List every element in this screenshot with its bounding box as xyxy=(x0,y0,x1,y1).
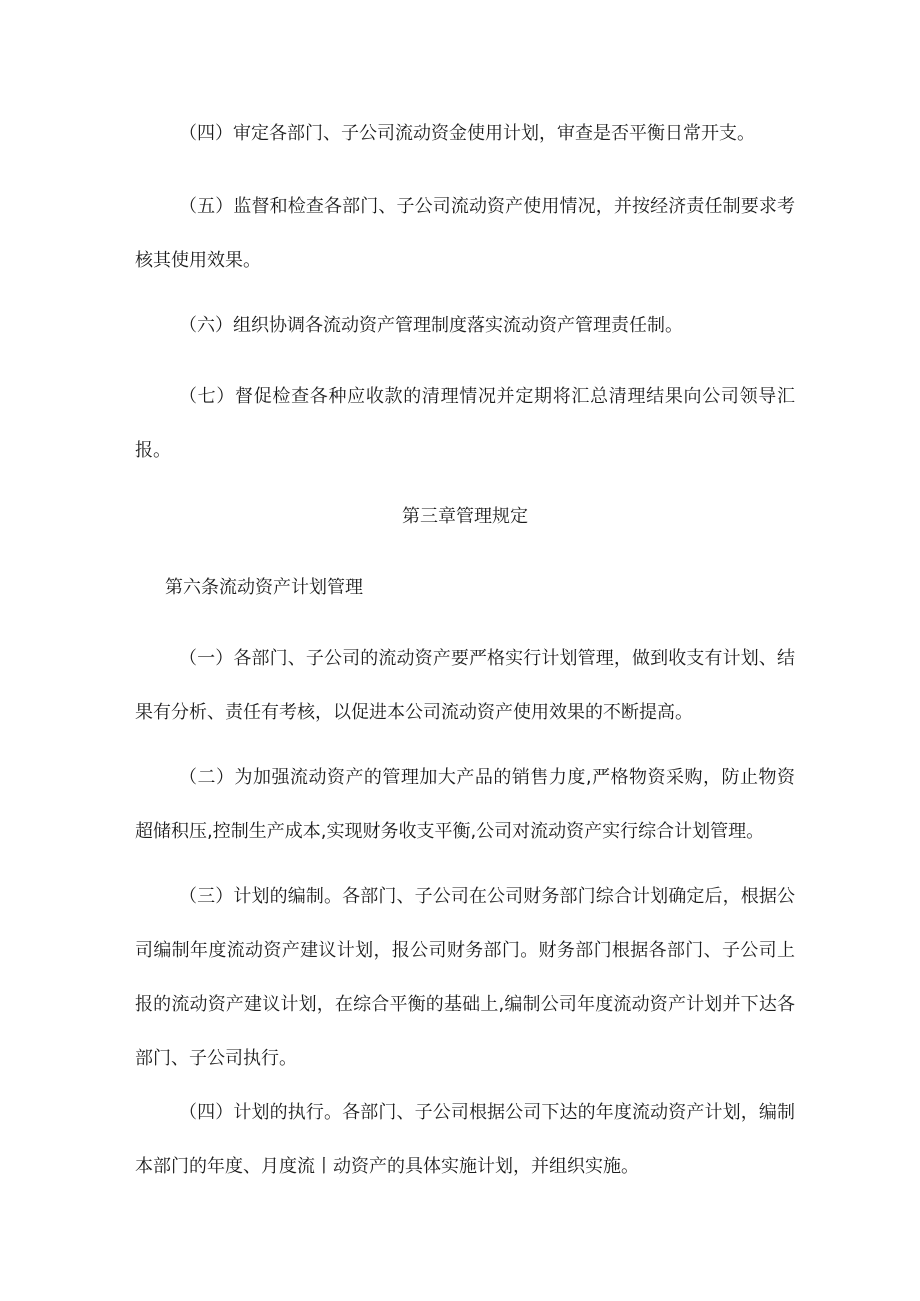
article-paragraph-3: （三）计划的编制。各部门、子公司在公司财务部门综合计划确定后，根据公司编制年度流动资产建议计划，报公司财务部门。财务部门根据各部门、子公司上报的流动资产建议计划，在综合平衡的基础上,编制公司年度流动资产计划并下达各部门、子公司执行。 xyxy=(135,886,795,1069)
paragraph-5: （五）监督和检查各部门、子公司流动资产使用情况，并按经济责任制要求考核其使用效果。 xyxy=(135,196,795,271)
article-paragraph-1: （一）各部门、子公司的流动资产要严格实行计划管理，做到收支有计划、结果有分析、责任有考核，以促进本公司流动资产使用效果的不断提高。 xyxy=(135,648,795,723)
article-title: 第六条流动资产计划管理 xyxy=(165,577,363,598)
paragraph-7: （七）督促检查各种应收款的清理情况并定期将汇总清理结果向公司领导汇报。 xyxy=(135,386,795,461)
article-paragraph-2: （二）为加强流动资产的管理加大产品的销售力度,严格物资采购，防止物资超储积压,控制生产成本,实现财务收支平衡,公司对流动资产实行综合计划管理。 xyxy=(135,767,795,842)
article-paragraph-4: （四）计划的执行。各部门、子公司根据公司下达的年度流动资产计划，编制本部门的年度、月度流丨动资产的具体实施计划，并组织实施。 xyxy=(135,1102,795,1177)
paragraph-4: （四）审定各部门、子公司流动资金使用计划，审查是否平衡日常开支。 xyxy=(179,123,755,144)
paragraph-6: （六）组织协调各流动资产管理制度落实流动资产管理责任制。 xyxy=(179,315,683,336)
chapter-title: 第三章管理规定 xyxy=(402,506,528,527)
